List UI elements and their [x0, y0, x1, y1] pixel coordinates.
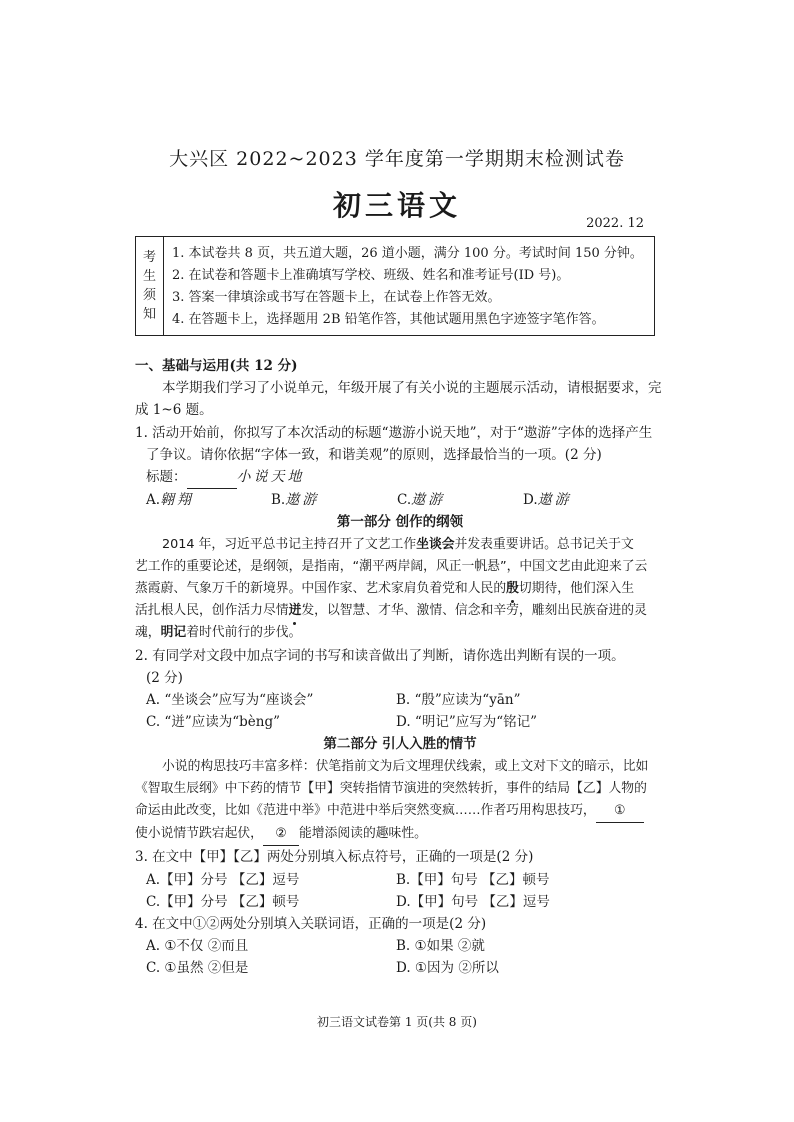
- q1-option-c[interactable]: C. 遨游: [397, 489, 523, 511]
- q2-options: [135, 711, 665, 733]
- subject-title: 初三语文: [332, 189, 461, 222]
- part2-heading: 第二部分 引人入胜的情节: [323, 736, 477, 753]
- part1-passage-line: 活扎根人民，创作活力尽情迸发，以智慧、才华、激情、信念和辛劳，雕刻出民族奋进的灵: [135, 600, 665, 622]
- q4-stem: 4. 在文中①②两处分别填入关联词语，正确的一项是(2 分): [135, 916, 487, 933]
- q1-options: [135, 489, 665, 511]
- q4-option-d[interactable]: D. ①因为 ②所以: [396, 960, 499, 977]
- q1-title-label: 标题：: [146, 469, 187, 486]
- q3-stem: 3. 在文中【甲】【乙】两处分别填入标点符号，正确的一项是(2 分): [135, 849, 534, 866]
- q2-stem: 2. 有同学对文段中加点字词的书写和读音做出了判断，请你选出判断有误的一项。: [135, 647, 625, 664]
- q3-options: [135, 891, 665, 913]
- q1-stem: 了争议。请你依据“字体一致，和谐美观”的原则，选择最恰当的一项。(2 分): [146, 446, 602, 463]
- calligraphy-image: 遨游: [411, 492, 446, 509]
- q1-option-b[interactable]: B. 遨游: [271, 489, 397, 511]
- part1-passage-line: 艺工作的重要论述，是纲领，是指南，“潮平两岸阔，风正一帆悬”，中国文艺由此迎来了云: [135, 558, 648, 574]
- part2-passage-line: 命运由此改变，比如《范进中举》中范进中举后突然变疯……作者巧用构思技巧， ①: [135, 800, 665, 823]
- notice-item: 4. 在答题卡上，选择题用 2B 铅笔作答，其他试题用黑色字迹签字笔作答。: [172, 312, 605, 327]
- part2-passage-line: 使小说情节跌宕起伏， ② 能增添阅读的趣味性。: [135, 823, 665, 846]
- q1-option-a[interactable]: A. 翱翔: [146, 489, 271, 511]
- dotted-word: 殷: [506, 578, 519, 600]
- q4-option-c[interactable]: C. ①虽然 ②但是: [146, 960, 249, 977]
- calligraphy-image: 遨游: [285, 492, 320, 509]
- q2-option-d[interactable]: D. “明记”应写为“铭记”: [396, 714, 538, 731]
- q3-option-a[interactable]: A.【甲】分号 【乙】逗号: [146, 871, 300, 888]
- blank-2: ②: [263, 823, 299, 846]
- page-footer: 初三语文试卷第 1 页(共 8 页): [317, 1015, 477, 1029]
- notice-item: 3. 答案一律填涂或书写在答题卡上，在试卷上作答无效。: [172, 290, 501, 305]
- blank-1: ①: [596, 800, 644, 823]
- part1-passage-line: 2014 年，习近平总书记主持召开了文艺工作坐谈会并发表重要讲话。总书记关于文: [162, 536, 634, 552]
- part2-passage-line: 《智取生辰纲》中下药的情节【甲】突转指情节演进的突然转折，事件的结局【乙】人物的: [135, 780, 647, 796]
- notice-item: 2. 在试卷和答题卡上准确填写学校、班级、姓名和准考证号(ID 号)。: [172, 268, 570, 283]
- q1-title-line: [135, 466, 665, 489]
- q4-option-b[interactable]: B. ①如果 ②就: [396, 938, 485, 955]
- calligraphy-image: 翱翔: [160, 492, 195, 509]
- notice-items: [172, 243, 643, 331]
- q4-options: [135, 935, 665, 957]
- q3-option-c[interactable]: C.【甲】分号 【乙】顿号: [146, 893, 300, 910]
- dotted-word: 明记: [160, 625, 187, 641]
- q4-options: [135, 957, 665, 979]
- notice-label: 考 生 须 知: [136, 237, 164, 335]
- notice-item: 1. 本试卷共 8 页，共五道大题，26 道小题，满分 100 分。考试时间 150 分钟。: [172, 246, 643, 261]
- part2-passage-line: 小说的构思技巧丰富多样：伏笔指前文为后文埋理伏线索，或上文对下文的暗示，比如: [162, 758, 649, 774]
- q3-option-d[interactable]: D.【甲】句号 【乙】逗号: [396, 893, 550, 910]
- dotted-word: 坐谈会: [416, 536, 455, 552]
- section-intro: 成 1~6 题。: [135, 402, 213, 419]
- q1-title-handwriting: 小说天地: [236, 469, 305, 486]
- section-heading: 一、基础与运用(共 12 分): [135, 358, 298, 374]
- exam-date: 2022. 12: [586, 216, 644, 231]
- notice-box: [135, 236, 655, 336]
- q2-stem: (2 分): [146, 669, 183, 686]
- q1-title-blank: [187, 466, 237, 489]
- q3-options: [135, 869, 665, 891]
- calligraphy-image: 遨游: [537, 492, 572, 509]
- section-intro: 本学期我们学习了小说单元，年级开展了有关小说的主题展示活动，请根据要求，完: [162, 380, 662, 397]
- q2-options: [135, 689, 665, 711]
- q1-stem: 1. 活动开始前，你拟写了本次活动的标题“遨游小说天地”，对于“遨游”字体的选择产生: [135, 424, 653, 441]
- part1-passage-line: 魂，明记着时代前行的步伐。: [135, 625, 302, 641]
- q4-option-a[interactable]: A. ①不仅 ②而且: [146, 938, 249, 955]
- exam-title: 大兴区 2022~2023 学年度第一学期期末检测试卷: [169, 148, 625, 170]
- q1-option-d[interactable]: D. 遨游: [523, 489, 572, 511]
- part1-heading: 第一部分 创作的纲领: [336, 514, 464, 531]
- q2-option-b[interactable]: B. “殷”应读为“yān”: [396, 692, 521, 709]
- part1-passage-line: 蒸霞蔚、气象万千的新境界。中国作家、艺术家肩负着党和人民的殷切期待，他们深入生: [135, 578, 665, 600]
- q2-option-c[interactable]: C. “迸”应读为“bèng”: [146, 714, 281, 731]
- dotted-word: 迸: [289, 600, 302, 622]
- question-content: [135, 355, 665, 980]
- q2-option-a[interactable]: A. “坐谈会”应写为“座谈会”: [146, 692, 314, 709]
- q3-option-b[interactable]: B.【甲】句号 【乙】顿号: [396, 871, 550, 888]
